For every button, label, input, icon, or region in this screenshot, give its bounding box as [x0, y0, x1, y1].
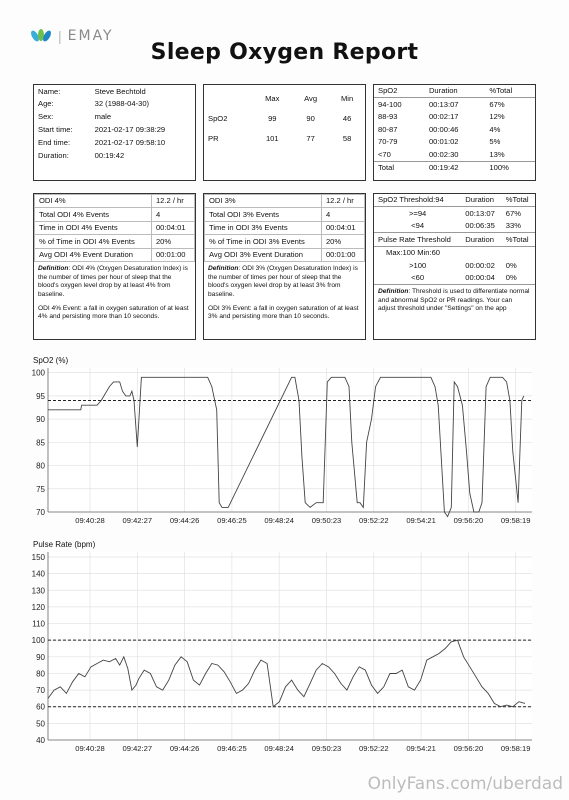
- brand-name: EMAY: [67, 28, 114, 44]
- threshold-header: Pulse Rate Threshold: [374, 233, 461, 246]
- odi3-label: Total ODI 3% Events: [205, 208, 322, 221]
- y-tick-label: 100: [31, 368, 45, 378]
- distribution-cell: Total: [378, 163, 395, 173]
- chart-title: Pulse Rate (bpm): [33, 540, 96, 549]
- x-tick-label: 09:40:28: [75, 744, 105, 753]
- distribution-cell: <70: [378, 149, 391, 159]
- threshold-def-label: Definition: [378, 288, 409, 296]
- distribution-cell: 80-87: [378, 124, 398, 134]
- odi3-label: % of Time in ODI 3% Events: [205, 235, 322, 248]
- y-tick-label: 80: [36, 669, 45, 679]
- distribution-cell: 00:00:46: [428, 124, 459, 134]
- odi3-event-text: ODI 3% Event: a fall in oxygen saturation of at least 3% and persisting more than 10 seconds.: [208, 304, 359, 321]
- patient-label: Name:: [38, 86, 61, 96]
- x-tick-label: 09:48:24: [264, 744, 294, 753]
- patient-label: End time:: [38, 137, 71, 147]
- patient-label: Duration:: [38, 150, 69, 160]
- patient-label: Start time:: [38, 125, 73, 135]
- x-tick-label: 09:44:26: [169, 516, 200, 525]
- y-tick-label: 75: [36, 484, 45, 494]
- odi4-label: Total ODI 4% Events: [35, 208, 152, 221]
- odi4-label: ODI 4%: [35, 195, 152, 208]
- threshold-label: <60: [411, 273, 425, 283]
- x-tick-label: 09:42:27: [122, 516, 153, 525]
- summary-value: 58: [342, 133, 352, 143]
- x-tick-label: 09:50:23: [311, 744, 342, 753]
- threshold-header: Duration: [461, 233, 502, 246]
- threshold-duration: 00:13:07: [465, 208, 495, 218]
- odi4-event-text: ODI 4% Event: a fall in oxygen saturation of at least 4% and persisting more than 10 seconds.: [38, 304, 189, 321]
- threshold-header: Duration: [461, 194, 502, 207]
- patient-value: 00:19:42: [94, 150, 125, 160]
- threshold-percent: 0%: [505, 260, 517, 270]
- summary-value: 90: [306, 113, 315, 123]
- distribution-cell: 00:13:07: [428, 99, 459, 109]
- odi3-value: 20%: [321, 235, 364, 248]
- y-tick-label: 140: [31, 569, 45, 579]
- odi4-def-label: Definition: [38, 265, 69, 273]
- distribution-cell: 00:02:17: [428, 112, 459, 122]
- summary-label: SpO2: [208, 113, 228, 123]
- y-tick-label: 90: [36, 415, 45, 425]
- odi4-value: 12.2 / hr: [151, 195, 194, 208]
- summary-header: Max: [265, 94, 280, 103]
- distribution-header: Duration: [425, 85, 485, 98]
- logo-divider: |: [58, 28, 62, 44]
- x-tick-label: 09:56:20: [453, 516, 484, 525]
- odi4-value: 00:04:01: [151, 221, 194, 234]
- watermark: OnlyFans.com/uberdad: [367, 774, 563, 794]
- y-tick-label: 40: [36, 736, 45, 745]
- patient-label: Sex:: [38, 112, 54, 122]
- odi3-value: 12.2 / hr: [321, 195, 364, 208]
- y-tick-label: 60: [36, 702, 45, 712]
- y-tick-label: 120: [31, 602, 45, 612]
- y-tick-label: 110: [32, 619, 45, 629]
- odi4-value: 4: [151, 208, 194, 221]
- summary-label: PR: [208, 133, 219, 143]
- x-tick-label: 09:40:28: [75, 516, 105, 525]
- x-tick-label: 09:52:22: [359, 744, 389, 753]
- x-tick-label: 09:52:22: [359, 516, 389, 525]
- summary-header: Avg: [304, 94, 318, 103]
- odi4-value: 20%: [151, 235, 194, 248]
- x-tick-label: 09:46:25: [217, 744, 247, 753]
- distribution-header: %Total: [485, 85, 535, 98]
- patient-value: male: [94, 112, 112, 122]
- x-tick-label: 09:58:19: [500, 744, 531, 753]
- y-tick-label: 50: [36, 719, 45, 729]
- odi3-label: Avg ODI 3% Event Duration: [205, 248, 322, 261]
- threshold-header: %Total: [502, 194, 535, 207]
- summary-value: 101: [265, 133, 279, 143]
- y-tick-label: 95: [36, 391, 45, 401]
- odi3-label: Time in ODI 3% Events: [205, 221, 322, 234]
- odi3-def-label: Definition: [208, 265, 239, 273]
- y-tick-label: 70: [36, 686, 45, 696]
- x-tick-label: 09:50:23: [311, 516, 342, 525]
- patient-label: Age:: [38, 99, 54, 109]
- summary-value: 46: [342, 113, 352, 123]
- x-tick-label: 09:54:21: [406, 516, 436, 525]
- y-tick-label: 130: [31, 586, 45, 596]
- chart-title: SpO2 (%): [33, 356, 69, 365]
- threshold-percent: 0%: [505, 273, 517, 283]
- threshold-duration: 00:00:04: [465, 273, 495, 283]
- threshold-duration: 00:00:02: [465, 260, 495, 270]
- distribution-cell: 4%: [489, 124, 501, 134]
- odi4-def-text: : ODI 4% (Oxygen Desaturation Index) is the number of times per hour of sleep that the blood's oxygen level drop by at least 4% from baseline.: [38, 265, 188, 298]
- x-tick-label: 09:48:24: [264, 516, 294, 525]
- threshold-label: <94: [411, 221, 425, 231]
- threshold-duration: 00:06:35: [465, 221, 495, 231]
- y-tick-label: 150: [31, 552, 45, 562]
- x-tick-label: 09:58:19: [500, 516, 531, 525]
- distribution-cell: 13%: [489, 149, 505, 159]
- distribution-header: SpO2: [374, 85, 425, 98]
- patient-value: Steve Bechtold: [94, 86, 146, 96]
- odi3-value: 00:01:00: [321, 248, 364, 261]
- threshold-label: >100: [409, 260, 427, 270]
- x-tick-label: 09:46:25: [217, 516, 247, 525]
- distribution-cell: 5%: [489, 137, 501, 147]
- distribution-cell: 12%: [489, 112, 505, 122]
- threshold-header: SpO2 Threshold:94: [374, 194, 461, 207]
- threshold-percent: 33%: [505, 221, 521, 231]
- patient-value: 2021-02-17 09:58:10: [94, 137, 166, 147]
- x-tick-label: 09:54:21: [406, 744, 436, 753]
- patient-value: 2021-02-17 09:38:29: [94, 125, 166, 135]
- summary-header: Min: [340, 94, 354, 103]
- plot-area: [48, 368, 532, 512]
- y-tick-label: 90: [36, 652, 45, 662]
- distribution-cell: 00:19:42: [428, 163, 459, 173]
- patient-value: 32 (1988-04-30): [94, 99, 150, 109]
- spo2-chart: [32, 356, 532, 525]
- x-tick-label: 09:42:27: [122, 744, 153, 753]
- report-title: Sleep Oxygen Report: [150, 40, 419, 65]
- threshold-header: %Total: [502, 233, 535, 246]
- distribution-cell: 70-79: [378, 137, 398, 147]
- y-tick-label: 70: [36, 508, 45, 517]
- distribution-cell: 100%: [489, 163, 509, 173]
- pulse-rate-chart: [32, 540, 532, 753]
- odi3-def-text: : ODI 3% (Oxygen Desaturation Index) is the number of times per hour of sleep that the blood's oxygen level drop by at least 3% from baseline.: [208, 265, 358, 298]
- summary-value: 77: [306, 133, 315, 143]
- distribution-cell: 00:02:30: [428, 149, 459, 159]
- distribution-cell: 67%: [489, 99, 505, 109]
- odi4-label: Time in ODI 4% Events: [35, 221, 152, 234]
- odi3-label: ODI 3%: [205, 195, 322, 208]
- y-tick-label: 85: [36, 438, 45, 448]
- odi4-label: % of Time in ODI 4% Events: [35, 235, 152, 248]
- x-tick-label: 09:56:20: [453, 744, 484, 753]
- distribution-cell: 88-93: [378, 112, 398, 122]
- threshold-label: >=94: [408, 208, 427, 218]
- summary-value: 99: [268, 113, 277, 123]
- odi4-label: Avg ODI 4% Event Duration: [35, 248, 152, 261]
- x-tick-label: 09:44:26: [169, 744, 200, 753]
- odi4-value: 00:01:00: [151, 248, 194, 261]
- distribution-cell: 94-100: [378, 99, 402, 109]
- threshold-def-text: : Threshold is used to differentiate normal and abnormal SpO2 or PR readings. Your can adjust threshold under "Settings" on the app: [378, 288, 530, 313]
- odi3-value: 4: [321, 208, 364, 221]
- threshold-percent: 67%: [505, 208, 521, 218]
- y-tick-label: 80: [36, 461, 45, 471]
- y-tick-label: 100: [31, 636, 45, 646]
- odi3-value: 00:04:01: [321, 221, 364, 234]
- distribution-cell: 00:01:02: [428, 137, 459, 147]
- threshold-pr-sub: Max:100 Min:60: [386, 248, 441, 258]
